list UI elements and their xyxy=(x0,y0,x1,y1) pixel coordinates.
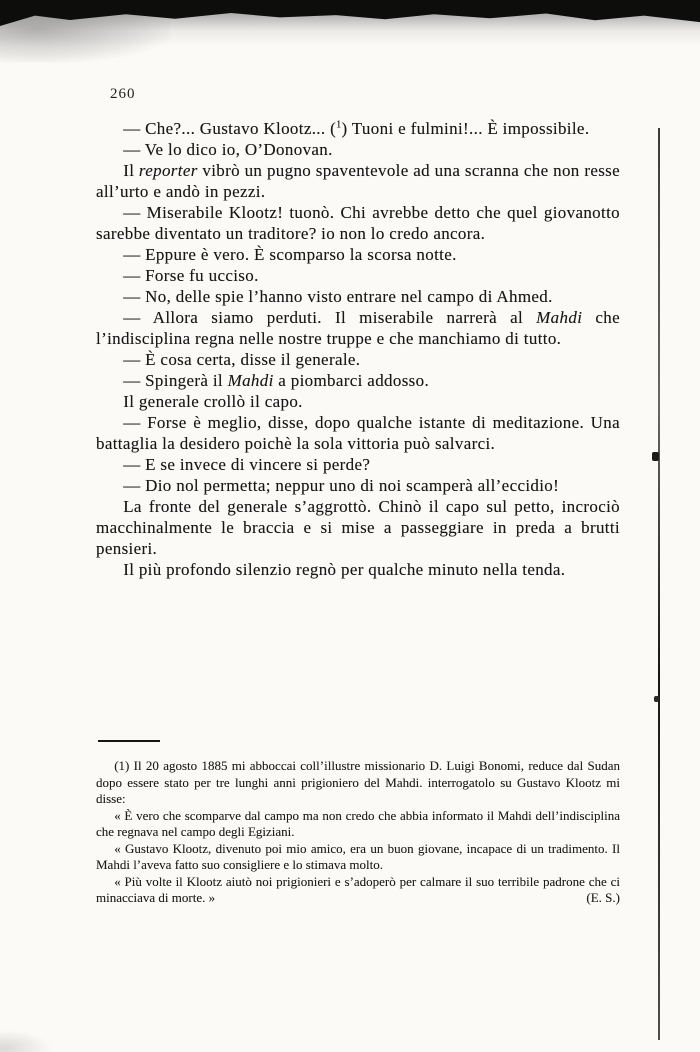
scan-artifact-tick xyxy=(654,696,659,702)
text-segment: — Miserabile Klootz! tuonò. Chi avrebbe detto che quel giovanotto sarebbe diventato un traditore? io non lo credo ancora. xyxy=(96,203,620,243)
paragraph xyxy=(96,454,620,475)
footnote-paragraph xyxy=(96,758,620,808)
paragraph xyxy=(96,307,620,349)
scan-artifact-right-line xyxy=(658,128,660,1040)
text-segment: Il più profondo silenzio regnò per qualche minuto nella tenda. xyxy=(123,560,566,579)
footnote-separator-rule xyxy=(98,740,160,742)
text-segment: — Forse è meglio, disse, dopo qualche istante di meditazione. Una battaglia la desidero poichè la sola vittoria può salvarci. xyxy=(96,413,620,453)
text-segment: vibrò un pugno spaventevole ad una scranna che non resse all’urto e andò in pezzi. xyxy=(96,161,620,201)
text-segment: Il xyxy=(123,161,139,180)
text-segment: — E se invece di vincere si perde? xyxy=(123,455,371,474)
text-segment: reporter xyxy=(138,161,198,180)
text-segment: Mahdi xyxy=(227,371,274,390)
footnote-paragraph xyxy=(96,808,620,841)
text-segment: — È cosa certa, disse il generale. xyxy=(123,350,361,369)
paragraph xyxy=(96,475,620,496)
text-segment: La fronte del generale s’aggrottò. Chinò il capo sul petto, incrociò macchinalmente le braccia e si mise a passeggiare in preda a brutti pensieri. xyxy=(96,497,620,558)
footnote-paragraph xyxy=(96,874,620,907)
paragraph xyxy=(96,412,620,454)
paragraph xyxy=(96,244,620,265)
text-segment: — No, delle spie l’hanno visto entrare nel campo di Ahmed. xyxy=(123,287,553,306)
text-segment: — Spingerà il xyxy=(123,371,228,390)
paragraph xyxy=(96,265,620,286)
footnote-paragraph xyxy=(96,841,620,874)
main-text xyxy=(96,118,620,580)
text-segment: — Forse fu ucciso. xyxy=(123,266,259,285)
text-segment: — Dio nol permetta; neppur uno di noi scamperà all’eccidio! xyxy=(123,476,560,495)
text-segment: « È vero che scomparve dal campo ma non credo che abbia informato il Mahdi dell’indisciplina che regnava nel campo degli Egiziani. xyxy=(96,807,620,839)
text-segment: (1) Il 20 agosto 1885 mi abboccai coll’illustre missionario D. Luigi Bonomi, reduce dal Sudan dopo essere stato per tre lunghi anni prigioniero del Mahdi. interrogatolo su Gustavo Klootz mi disse: xyxy=(96,758,620,806)
scan-smudge-bottom-left xyxy=(0,1030,52,1052)
footnote-signature: (E. S.) xyxy=(586,890,620,905)
paragraph xyxy=(96,202,620,244)
text-segment: — Ve lo dico io, O’Donovan. xyxy=(123,140,333,159)
scan-artifact-tick xyxy=(652,452,659,461)
text-segment: Mahdi xyxy=(536,308,583,327)
text-segment: 1 xyxy=(336,119,342,131)
paragraph xyxy=(96,118,620,139)
text-segment: ) Tuoni e fulmini!... È impossibile. xyxy=(341,119,590,138)
text-segment: « Più volte il Klootz aiutò noi prigionieri e s’adoperò per calmare il suo terribile padrone che ci minacciava di morte. » xyxy=(96,873,620,905)
text-segment: — Eppure è vero. È scomparso la scorsa notte. xyxy=(123,245,457,264)
page-number: 260 xyxy=(110,86,136,102)
text-segment: Il generale crollò il capo. xyxy=(123,392,303,411)
paragraph xyxy=(96,370,620,391)
text-segment: che l’indisciplina regna nelle nostre truppe e che manchiamo di tutto. xyxy=(96,308,620,348)
paragraph xyxy=(96,349,620,370)
text-segment: — Allora siamo perduti. Il miserabile narrerà al xyxy=(123,308,537,327)
paragraph xyxy=(96,160,620,202)
paragraph xyxy=(96,139,620,160)
footnote-block xyxy=(96,740,620,907)
paragraph xyxy=(96,286,620,307)
paragraph xyxy=(96,391,620,412)
paragraph xyxy=(96,559,620,580)
paragraph xyxy=(96,496,620,559)
text-segment: — Che?... Gustavo Klootz... ( xyxy=(123,119,337,138)
footnote-text xyxy=(96,758,620,907)
text-segment: a piombarci addosso. xyxy=(273,371,430,390)
text-segment: « Gustavo Klootz, divenuto poi mio amico, era un buon giovane, incapace di un tradimento. Il Mahdi l’aveva fatto suo consigliere e lo stimava molto. xyxy=(96,840,620,872)
